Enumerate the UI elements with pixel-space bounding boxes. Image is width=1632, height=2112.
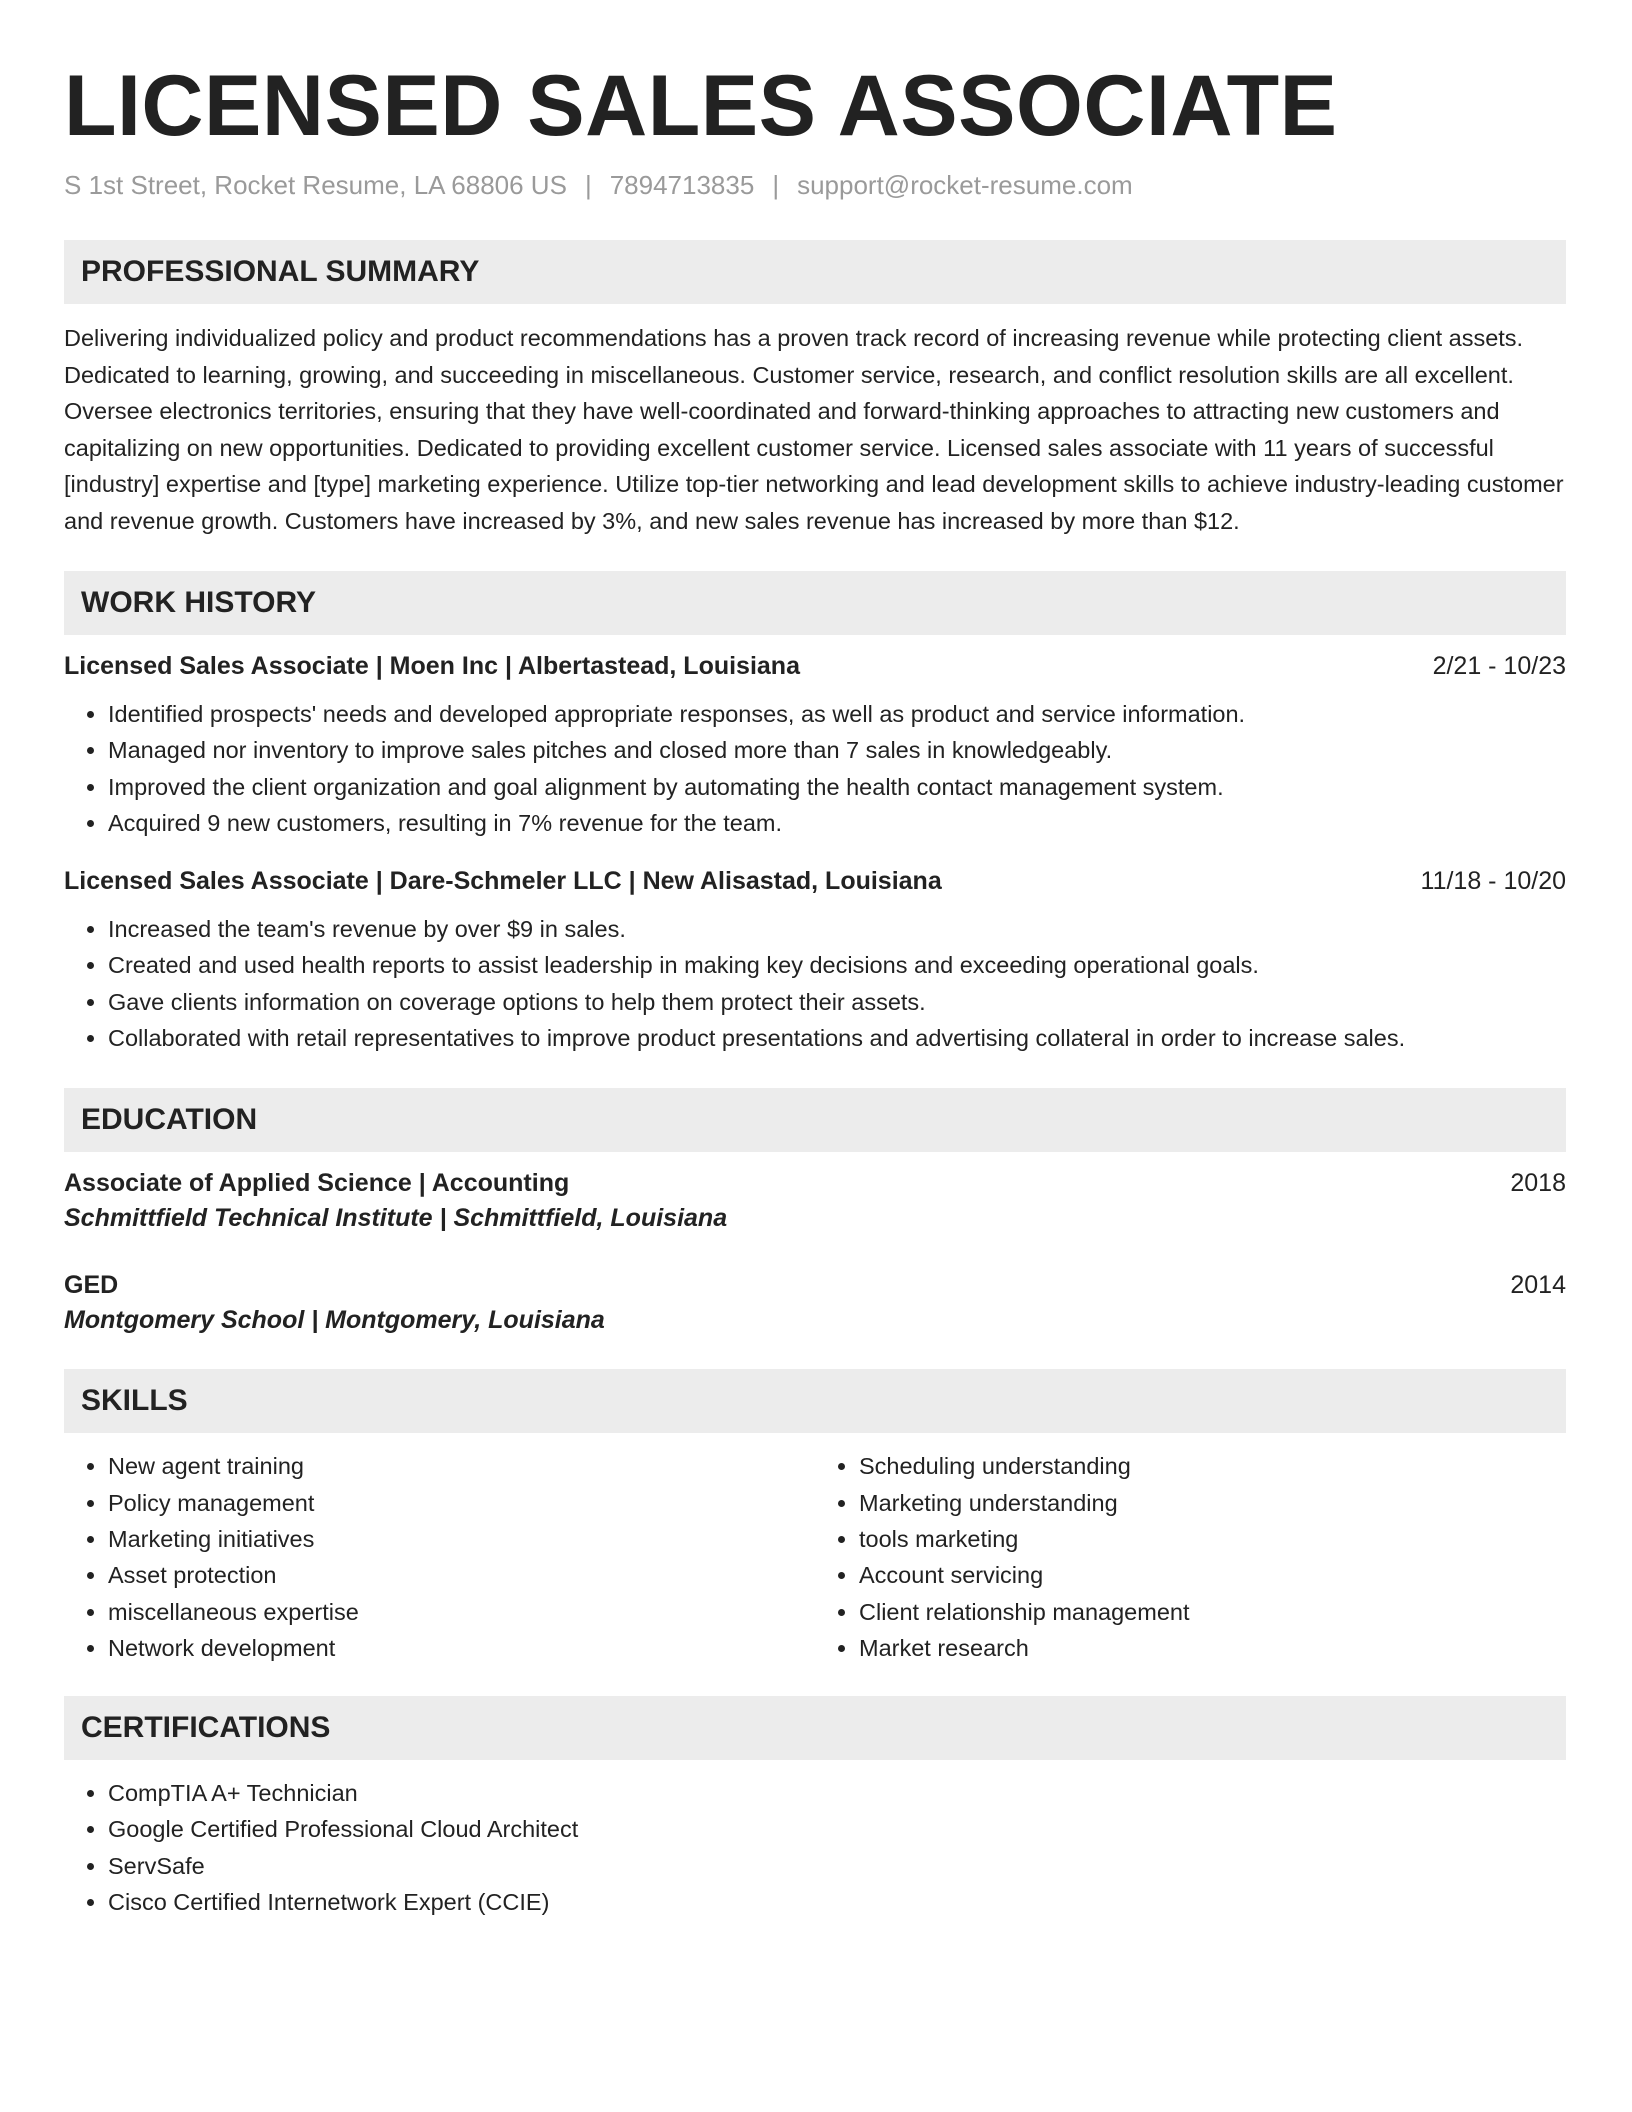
skill-item: • Client relationship management — [859, 1594, 1566, 1630]
section-header-certifications: CERTIFICATIONS — [64, 1696, 1566, 1760]
skill-item: • Account servicing — [859, 1557, 1566, 1593]
skill-item: • Network development — [108, 1630, 815, 1666]
resume-content — [64, 58, 1566, 1920]
skill-item: • Market research — [859, 1630, 1566, 1666]
job-title: Licensed Sales Associate | Moen Inc | Albertastead, Louisiana — [64, 652, 800, 680]
section-header-education: EDUCATION — [64, 1088, 1566, 1152]
skill-item: • Scheduling understanding — [859, 1448, 1566, 1484]
skills-list-left — [64, 1448, 815, 1666]
section-header-skills: SKILLS — [64, 1369, 1566, 1433]
contact-address: S 1st Street, Rocket Resume, LA 68806 US — [64, 170, 567, 200]
education-heading-row — [64, 1169, 1566, 1198]
certification-item: • Google Certified Professional Cloud Architect — [108, 1811, 1566, 1847]
education-year: 2014 — [1510, 1271, 1566, 1300]
skill-item: • Marketing understanding — [859, 1485, 1566, 1521]
certifications-list — [64, 1775, 1566, 1920]
job-entry — [64, 652, 1566, 841]
job-entry — [64, 867, 1566, 1056]
job-bullet: • Acquired 9 new customers, resulting in 7% revenue for the team. — [108, 805, 1566, 841]
skill-item: • tools marketing — [859, 1521, 1566, 1557]
job-title: Licensed Sales Associate | Dare-Schmeler LLC | New Alisastad, Louisiana — [64, 867, 942, 896]
education-degree: GED — [64, 1271, 119, 1300]
job-bullet: • Managed nor inventory to improve sales pitches and closed more than 7 sales in knowledgeably. — [108, 732, 1566, 768]
skills-columns — [64, 1448, 1566, 1666]
job-bullet: • Identified prospects' needs and developed appropriate responses, as well as product and service information. — [108, 696, 1566, 732]
skill-item: • Policy management — [108, 1485, 815, 1521]
candidate-name: LICENSED SALES ASSOCIATE — [64, 58, 1338, 154]
skill-item: • New agent training — [108, 1448, 815, 1484]
education-entry — [64, 1271, 1566, 1339]
skills-list-right — [815, 1448, 1566, 1666]
job-dates: 11/18 - 10/20 — [1420, 867, 1566, 896]
education-school: Montgomery School | Montgomery, Louisiana — [64, 1306, 605, 1335]
contact-separator: | — [584, 170, 592, 200]
job-bullet: • Collaborated with retail representatives to improve product presentations and advertising collateral in order to increase sales. — [108, 1020, 1566, 1056]
job-heading-row — [64, 867, 1566, 896]
certification-item: • ServSafe — [108, 1848, 1566, 1884]
certification-item: • CompTIA A+ Technician — [108, 1775, 1566, 1811]
job-bullet-list — [64, 696, 1566, 841]
section-header-work-history: WORK HISTORY — [64, 571, 1566, 635]
section-header-summary: PROFESSIONAL SUMMARY — [64, 240, 1566, 304]
education-school: Schmittfield Technical Institute | Schmittfield, Louisiana — [64, 1204, 728, 1233]
job-bullet: • Improved the client organization and goal alignment by automating the health contact management system. — [108, 769, 1566, 805]
summary-text: Delivering individualized policy and product recommendations has a proven track record of increasing revenue while protecting client assets. Dedicated to learning, growing, and succeeding in miscellaneous. Customer service, research, and conflict resolution skills are all excellent. Oversee electronics territories, ensuring that they have well-coordinated and forward-thinking approaches to attracting new customers and capitalizing on new opportunities. Dedicated to providing excellent customer service. Licensed sales associate with 11 years of successful [industry] expertise and [type] marketing experience. Utilize top-tier networking and lead development skills to achieve industry-leading customer and revenue growth. Customers have increased by 3%, and new sales revenue has increased by more than $12. — [64, 325, 1564, 534]
job-bullet: • Created and used health reports to assist leadership in making key decisions and exceeding operational goals. — [108, 947, 1566, 983]
job-bullet: • Gave clients information on coverage options to help them protect their assets. — [108, 984, 1566, 1020]
job-bullet: • Increased the team's revenue by over $9 in sales. — [108, 911, 1566, 947]
education-degree: Associate of Applied Science | Accounting — [64, 1169, 570, 1198]
certification-item: • Cisco Certified Internetwork Expert (CCIE) — [108, 1884, 1566, 1920]
job-dates: 2/21 - 10/23 — [1432, 652, 1566, 680]
contact-phone: 7894713835 — [609, 170, 755, 200]
education-heading-row — [64, 1271, 1566, 1300]
education-year: 2018 — [1510, 1169, 1566, 1198]
contact-line — [64, 168, 1566, 202]
contact-email: support@rocket-resume.com — [797, 170, 1133, 200]
skill-item: • Asset protection — [108, 1557, 815, 1593]
education-entry — [64, 1169, 1566, 1237]
job-heading-row — [64, 652, 1566, 681]
skill-item: • miscellaneous expertise — [108, 1594, 815, 1630]
skill-item: • Marketing initiatives — [108, 1521, 815, 1557]
job-bullet-list — [64, 911, 1566, 1056]
contact-separator: | — [772, 170, 780, 200]
